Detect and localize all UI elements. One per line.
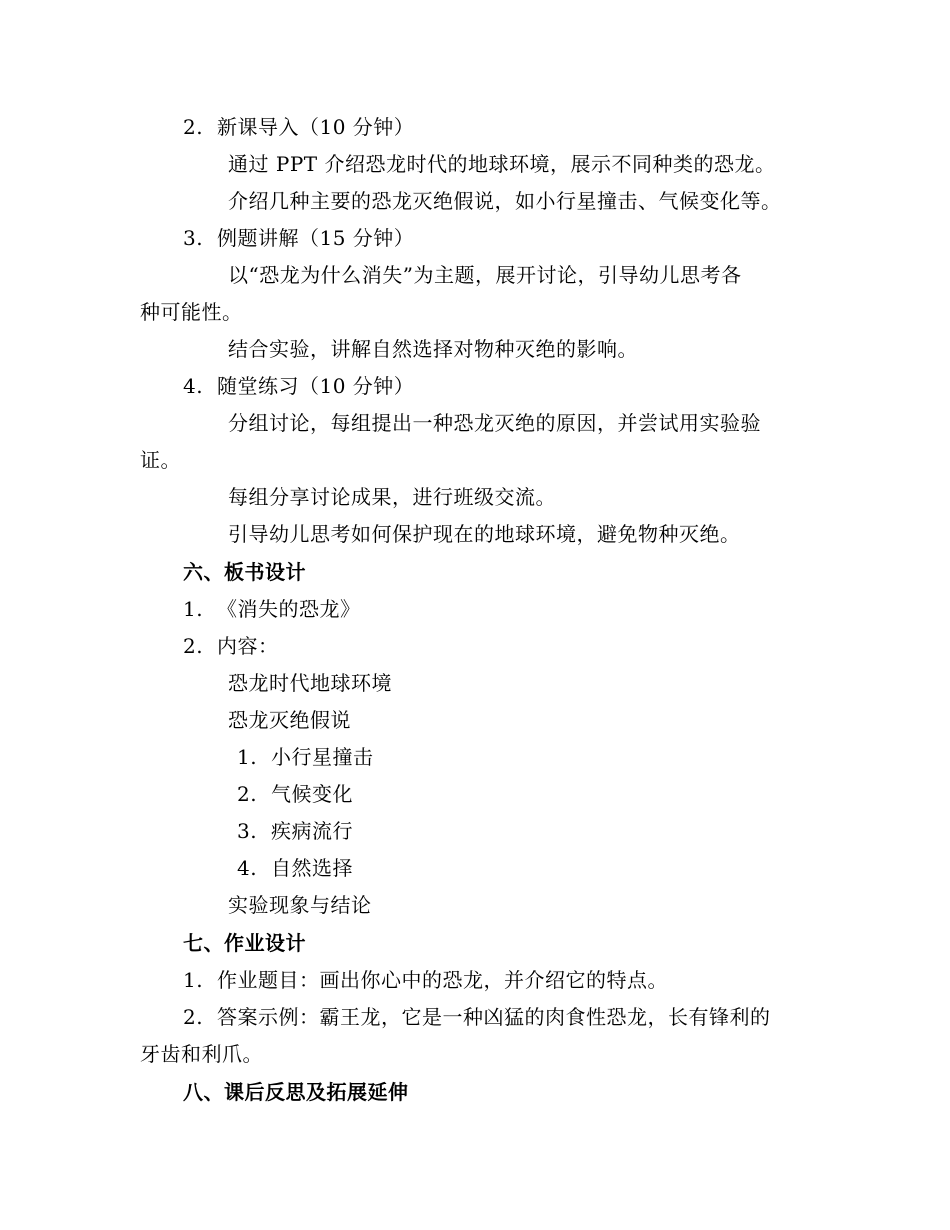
board-item-1	[183, 595, 361, 623]
list-item-text: 气候变化	[271, 782, 353, 806]
section-4-title	[183, 372, 414, 400]
list-number: 1.	[183, 597, 204, 621]
list-item-text: 例题讲解（15 分钟）	[217, 226, 415, 250]
paragraph: 每组分享讨论成果，进行班级交流。	[228, 485, 556, 509]
hypothesis-item	[237, 780, 353, 808]
list-item-text: 疾病流行	[271, 819, 353, 843]
paragraph: 介绍几种主要的恐龙灭绝假说，如小行星撞击、气候变化等。	[228, 189, 782, 213]
homework-item-2	[183, 1003, 771, 1031]
list-number: 2.	[183, 1005, 204, 1029]
list-number: 2.	[183, 634, 204, 658]
list-number: 4.	[237, 856, 258, 880]
list-item-text: 《消失的恐龙》	[217, 597, 361, 621]
list-number: 2.	[237, 782, 258, 806]
paragraph: 分组讨论，每组提出一种恐龙灭绝的原因，并尝试用实验验	[228, 411, 761, 435]
list-item-text: 新课导入（10 分钟）	[217, 115, 415, 139]
list-number: 3.	[237, 819, 258, 843]
list-number: 4.	[183, 374, 204, 398]
paragraph: 引导幼儿思考如何保护现在的地球环境，避免物种灭绝。	[228, 522, 741, 546]
list-item-text: 随堂练习（10 分钟）	[217, 374, 415, 398]
homework-item-1	[183, 966, 668, 994]
board-subitem: 实验现象与结论	[228, 893, 372, 917]
paragraph-continuation: 牙齿和利爪。	[140, 1042, 263, 1066]
section-3-title	[183, 224, 414, 252]
board-subitem: 恐龙时代地球环境	[228, 671, 392, 695]
list-number: 1.	[237, 745, 258, 769]
board-item-2	[183, 632, 279, 660]
list-number: 2.	[183, 115, 204, 139]
list-item-text: 小行星撞击	[271, 745, 374, 769]
list-item-text: 内容：	[217, 634, 279, 658]
paragraph-continuation: 证。	[140, 448, 181, 472]
hypothesis-item	[237, 817, 353, 845]
section-2-title	[183, 113, 414, 141]
paragraph: 以“恐龙为什么消失”为主题，展开讨论，引导幼儿思考各	[228, 263, 742, 287]
section-heading-homework: 七、作业设计	[183, 931, 306, 955]
list-item-text: 作业题目：画出你心中的恐龙，并介绍它的特点。	[217, 968, 668, 992]
board-subitem: 恐龙灭绝假说	[228, 708, 351, 732]
list-number: 1.	[183, 968, 204, 992]
section-heading-board-design: 六、板书设计	[183, 560, 306, 584]
paragraph: 通过 PPT 介绍恐龙时代的地球环境，展示不同种类的恐龙。	[228, 152, 776, 176]
section-heading-reflection: 八、课后反思及拓展延伸	[183, 1080, 409, 1104]
list-item-text: 自然选择	[271, 856, 353, 880]
paragraph-continuation: 种可能性。	[140, 300, 243, 324]
hypothesis-item	[237, 743, 374, 771]
paragraph: 结合实验，讲解自然选择对物种灭绝的影响。	[228, 337, 638, 361]
hypothesis-item	[237, 854, 353, 882]
list-number: 3.	[183, 226, 204, 250]
list-item-text: 答案示例：霸王龙，它是一种凶猛的肉食性恐龙，长有锋利的	[217, 1005, 771, 1029]
